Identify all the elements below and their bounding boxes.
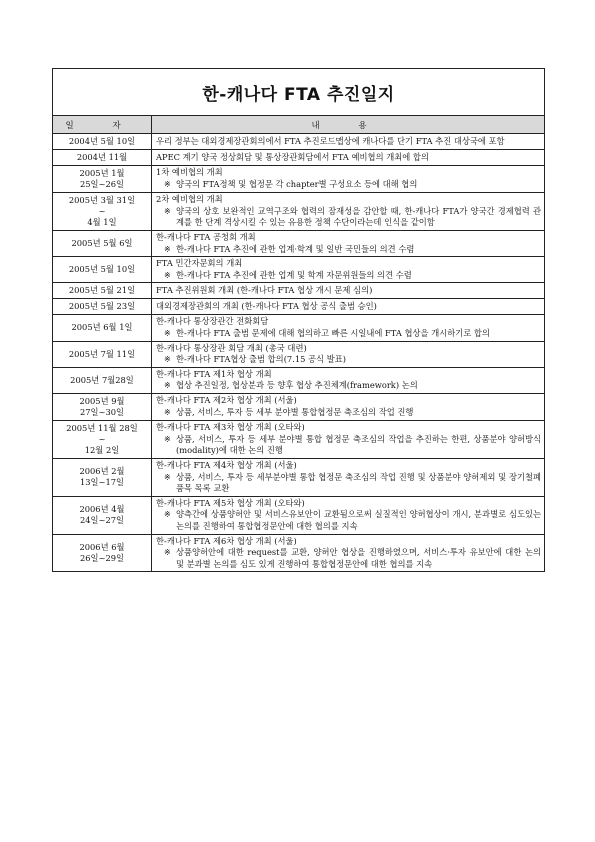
row-bullet (156, 509, 541, 532)
row-bullet-text: 상품, 서비스, 투자 등 세부 분야별 통합 협정문 축조심의 작업을 추진하는 한편, 상품분야 양허방식(modality)에 대한 논의 진행 (176, 433, 542, 456)
row-content-line: 우리 정부는 대외경제장관회의에서 FTA 추진로드맵상에 캐나다를 단기 FTA 추진 대상국에 포함 (156, 135, 505, 146)
row-bullet (156, 270, 541, 282)
row-date (53, 283, 152, 299)
row-content (152, 496, 545, 534)
row-bullet-text: 협상 추진일정, 협상분과 등 향후 협상 추진체계(framework) 논의 (176, 380, 418, 391)
row-bullet (156, 206, 541, 229)
row-content (152, 193, 545, 231)
row-content (152, 150, 545, 166)
row-content-line: 대외경제장관회의 개최 (한-캐나다 FTA 협상 공식 출범 승인) (156, 301, 377, 312)
row-date-line: 24일~27일 (79, 515, 125, 526)
row-date-line: 2005년 9월 (79, 395, 125, 406)
row-bullet-text: 상품, 서비스, 투자 등 세부분야별 통합 협정문 축조심의 작업 진행 및 상품분야 양허제외 및 장기철폐 품목 목록 교환 (176, 471, 542, 494)
fta-timeline-table (52, 68, 545, 572)
table-row (53, 299, 545, 315)
row-date (53, 367, 152, 393)
row-date-line: ~ (98, 433, 106, 444)
row-date-line: 4월 1일 (87, 217, 117, 227)
row-date (53, 231, 152, 257)
row-bullet (156, 179, 541, 191)
row-bullet-text: 양국의 상호 보완적인 교역구조와 협력의 잠재성을 감안할 때, 한-캐나다 FTA가 양국간 경제협력 관계를 한 단계 격상시킬 수 있는 유용한 정책 수단이라는데 인식을 같이함 (176, 205, 542, 228)
table-row (53, 150, 545, 166)
header-row (53, 116, 545, 134)
reference-mark-icon: ※ (164, 381, 171, 391)
row-content-line: 한-캐나다 FTA 공청회 개최 (156, 232, 256, 242)
row-content (152, 257, 545, 283)
row-content-line: 1차 예비협의 개최 (156, 167, 223, 178)
row-date-line: 26일~29일 (79, 552, 125, 563)
row-date-line: 25일~26일 (79, 179, 125, 189)
row-bullet (156, 407, 541, 419)
row-bullet-text: 상품, 서비스, 투자 등 세부 분야별 통합협정문 축조심의 작업 진행 (176, 406, 414, 417)
row-content (152, 367, 545, 393)
row-date-line: 2006년 6월 (79, 541, 125, 552)
row-date-line: 2006년 4월 (79, 504, 125, 515)
row-date-line: 2005년 5월 21일 (68, 285, 136, 296)
table-row (53, 341, 545, 367)
row-content-line: 한-캐나다 통상장관 회담 개최 (총국 대련) (156, 342, 307, 353)
row-bullet-text: 한-캐나다 FTA협상 출범 합의(7.15 공식 발표) (176, 354, 346, 365)
row-content-line: 한-캐나다 FTA 제2차 협상 개최 (서울) (156, 395, 297, 406)
row-bullet (156, 434, 541, 457)
table-row (53, 534, 545, 572)
row-date (53, 193, 152, 231)
row-content (152, 393, 545, 420)
row-date (53, 458, 152, 496)
row-date-line: 2005년 1월 (79, 168, 125, 178)
reference-mark-icon: ※ (164, 510, 171, 520)
table-row (53, 257, 545, 283)
row-content-line: 한-캐나다 통상장관간 전화회담 (156, 316, 269, 327)
row-content-line: 2차 예비협의 개최 (156, 194, 223, 205)
row-bullet-text: 한-캐나다 FTA 추진에 관한 업계 및 학계 자문위원들의 의견 수렴 (176, 269, 412, 280)
row-date (53, 496, 152, 534)
row-date (53, 393, 152, 420)
row-content-line: FTA 민간자문회의 개최 (156, 258, 243, 269)
row-bullet-text: 한-캐나다 FTA 출범 문제에 대해 협의하고 빠른 시일내에 FTA 협상을 개시하기로 합의 (176, 327, 490, 338)
table-row (53, 193, 545, 231)
row-date-line: 2006년 2월 (79, 466, 125, 477)
row-date-line: 2005년 3월 31일 (68, 195, 136, 205)
row-date-line: 2005년 5월 23일 (68, 301, 136, 312)
title-row (53, 69, 545, 116)
document-page (52, 68, 544, 572)
reference-mark-icon: ※ (164, 472, 171, 482)
row-content (152, 166, 545, 193)
table-row (53, 231, 545, 257)
table-row (53, 283, 545, 299)
row-date-line: 13일~17일 (79, 477, 125, 488)
row-bullet (156, 244, 541, 256)
reference-mark-icon: ※ (164, 244, 171, 254)
header-date: 일 자 (53, 116, 152, 134)
row-date-line: 12월 2일 (84, 444, 120, 455)
row-content (152, 458, 545, 496)
row-content (152, 315, 545, 341)
row-date (53, 134, 152, 150)
row-bullet (156, 472, 541, 495)
table-row (53, 367, 545, 393)
row-date (53, 257, 152, 283)
row-date-line: 2005년 7월28일 (70, 374, 134, 385)
table-row (53, 166, 545, 193)
row-content-line: 한-캐나다 FTA 제3차 협상 개최 (오타와) (156, 422, 305, 433)
row-date-line: 2005년 5월 6일 (71, 238, 133, 249)
row-bullet-text: 상품양허안에 대한 request를 교환, 양허안 협상을 진행하였으며, 서비스·투자 유보안에 대한 논의 및 분과별 논의를 심도 있게 진행하여 통합협정문안에 대한 협의를 지속 (176, 547, 542, 569)
row-date-line: 2005년 11월 28일 (66, 422, 138, 433)
row-date-line: 27일~30일 (79, 406, 125, 417)
row-content (152, 341, 545, 367)
row-date (53, 420, 152, 458)
row-content-line: 한-캐나다 FTA 제6차 협상 개최 (서울) (156, 535, 297, 546)
row-bullet-text: 한-캐나다 FTA 추진에 관한 업계·학계 및 일반 국민들의 의견 수렴 (176, 243, 415, 254)
header-content: 내 용 (152, 116, 545, 134)
row-date-line: 2005년 7월 11일 (68, 348, 136, 359)
row-content-line: 한-캐나다 FTA 제5차 협상 개최 (오타와) (156, 497, 305, 508)
row-bullet (156, 328, 541, 340)
table-row (53, 420, 545, 458)
reference-mark-icon: ※ (164, 328, 171, 338)
row-bullet-text: 양국의 FTA정책 및 협정문 각 chapter별 구성요소 등에 대해 협의 (176, 179, 418, 189)
row-bullet-text: 양측간에 상품양허안 및 서비스유보안이 교환됨으로써 실질적인 양허협상이 개시, 분과별로 심도있는 논의를 진행하여 통합협정문안에 대한 협의를 지속 (176, 509, 542, 531)
reference-mark-icon: ※ (164, 407, 171, 417)
row-date (53, 341, 152, 367)
row-date (53, 150, 152, 166)
reference-mark-icon: ※ (164, 434, 171, 444)
row-date-line: 2005년 5월 10일 (68, 264, 136, 275)
row-bullet (156, 547, 541, 570)
row-date (53, 166, 152, 193)
row-content-line: FTA 추진위원회 개최 (한-캐나다 FTA 협상 개시 문제 심의) (156, 285, 373, 296)
table-title: 한-캐나다 FTA 추진일지 (53, 69, 545, 116)
row-content (152, 534, 545, 572)
table-row (53, 315, 545, 341)
row-date (53, 315, 152, 341)
reference-mark-icon: ※ (164, 206, 171, 216)
row-date (53, 299, 152, 315)
row-content (152, 231, 545, 257)
row-content-line: APEC 계기 양국 정상회담 및 통상장관회담에서 FTA 예비협의 개최에 합의 (156, 151, 429, 162)
row-date-line: 2004년 11월 (76, 152, 128, 162)
table-row (53, 458, 545, 496)
table-row (53, 134, 545, 150)
reference-mark-icon: ※ (164, 548, 171, 558)
row-content (152, 420, 545, 458)
row-date-line: 2005년 6월 1일 (71, 322, 133, 333)
row-content-line: 한-캐나다 FTA 제1차 협상 개최 (156, 368, 272, 379)
row-date (53, 534, 152, 572)
table-row (53, 496, 545, 534)
row-content-line: 한-캐나다 FTA 제4차 협상 개최 (서울) (156, 459, 297, 470)
row-date-line: 2004년 5월 10일 (68, 136, 136, 146)
reference-mark-icon: ※ (164, 180, 171, 189)
reference-mark-icon: ※ (164, 270, 171, 280)
reference-mark-icon: ※ (164, 355, 171, 365)
row-bullet (156, 354, 541, 366)
row-content (152, 134, 545, 150)
row-content (152, 283, 545, 299)
row-date-line: ~ (98, 206, 106, 216)
row-content (152, 299, 545, 315)
table-row (53, 393, 545, 420)
row-bullet (156, 380, 541, 392)
